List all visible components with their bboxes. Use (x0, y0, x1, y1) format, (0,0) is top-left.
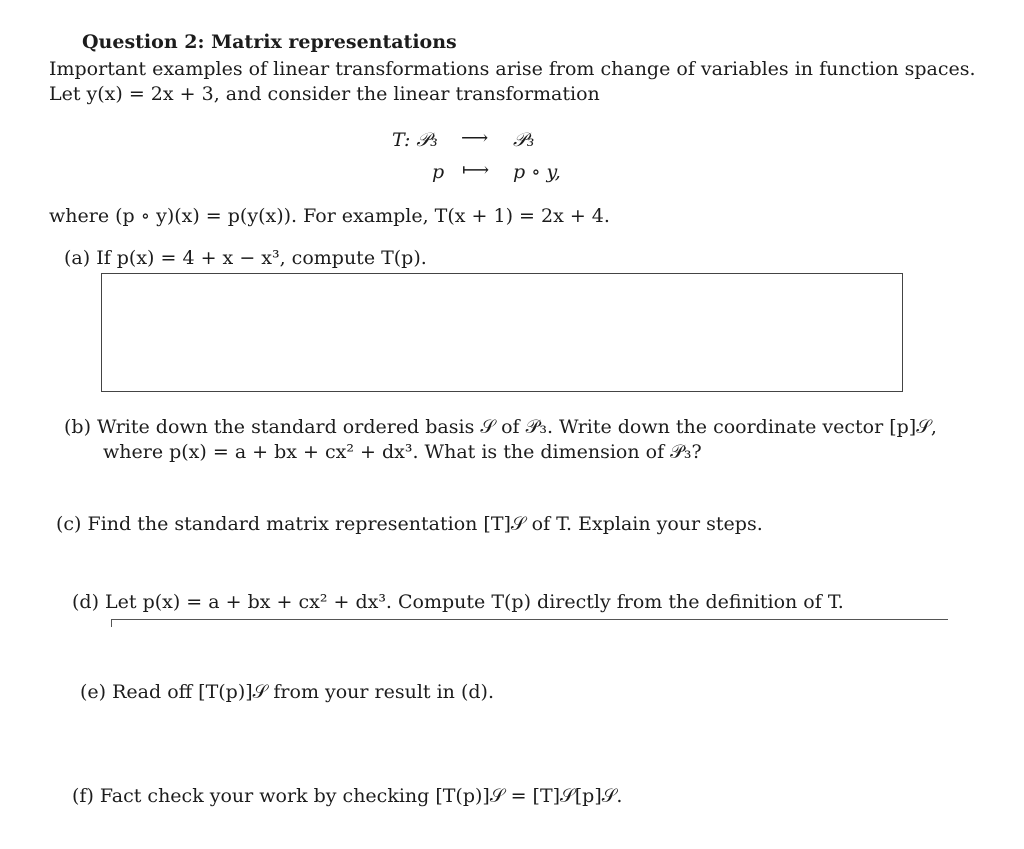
intro-line-2: Let y(x) = 2x + 3, and consider the linear transformation (49, 83, 600, 105)
definition-line: where (p ∘ y)(x) = p(y(x)). For example, T(x + 1) = 2x + 4. (49, 205, 610, 227)
mapping-arrow: ⟶ (461, 127, 489, 149)
part-b-prompt-line-1: (b) Write down the standard ordered basis 𝒮 of 𝒫₃. Write down the coordinate vector [p]𝒮, (64, 416, 937, 438)
mapping-domain: T: 𝒫₃ (392, 129, 438, 151)
intro-line-1: Important examples of linear transformations arise from change of variables in function spaces. (49, 58, 976, 80)
part-e-prompt: (e) Read off [T(p)]𝒮 from your result in (d). (80, 681, 494, 703)
part-f-prompt: (f) Fact check your work by checking [T(p)]𝒮 = [T]𝒮[p]𝒮. (72, 785, 623, 807)
part-d-divider (111, 619, 948, 620)
part-d-prompt: (d) Let p(x) = a + bx + cx² + dx³. Compute T(p) directly from the definition of T. (72, 591, 844, 613)
question-title: Question 2: Matrix representations (82, 31, 457, 53)
part-a-answer-box[interactable] (101, 273, 903, 392)
mapping-image: p ∘ y, (513, 161, 561, 183)
mapping-codomain: 𝒫₃ (513, 129, 535, 151)
part-d-divider-tick (111, 619, 112, 627)
part-a-prompt: (a) If p(x) = 4 + x − x³, compute T(p). (64, 247, 427, 269)
mapsto-arrow: ⟼ (462, 159, 490, 181)
part-b-prompt-line-2: where p(x) = a + bx + cx² + dx³. What is the dimension of 𝒫₃? (103, 441, 702, 463)
mapping-element: p (432, 161, 445, 183)
part-c-prompt: (c) Find the standard matrix representation [T]𝒮 of T. Explain your steps. (56, 513, 763, 535)
